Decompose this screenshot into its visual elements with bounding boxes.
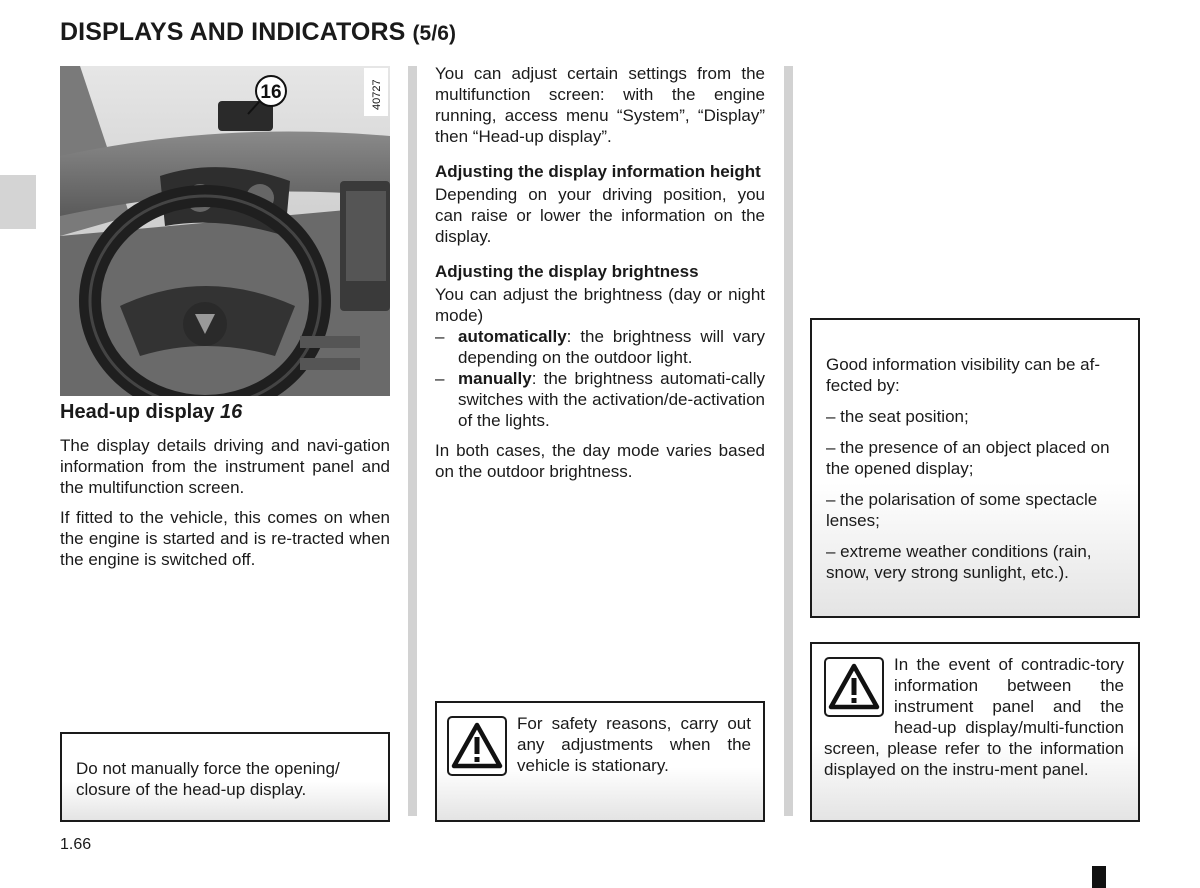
subheading-height: Adjusting the display information height bbox=[435, 162, 761, 181]
column-1-text bbox=[60, 435, 390, 579]
warning-text: For safety reasons, carry out any adjustments when the vehicle is stationary. bbox=[517, 714, 751, 775]
dashboard-illustration bbox=[60, 66, 390, 396]
section-heading bbox=[60, 401, 242, 424]
list-dash: – bbox=[435, 327, 445, 346]
info-item: – the presence of an object placed on the opened display; bbox=[826, 438, 1110, 478]
info-box bbox=[810, 318, 1140, 618]
outro-paragraph: In both cases, the day mode varies based on the outdoor brightness. bbox=[435, 441, 765, 481]
brightness-paragraph: You can adjust the brightness (day or night mode) bbox=[435, 285, 765, 325]
list-item bbox=[435, 326, 765, 368]
section-tab bbox=[0, 175, 36, 229]
paragraph: The display details driving and navi-gation information from the instrument panel and the multifunction screen. bbox=[60, 436, 390, 497]
page-part: (5/6) bbox=[412, 22, 457, 45]
info-item: – the seat position; bbox=[826, 407, 969, 426]
column-separator bbox=[784, 66, 793, 816]
column-separator bbox=[408, 66, 417, 816]
warning-triangle-icon bbox=[824, 657, 884, 717]
dashboard-photo bbox=[60, 66, 390, 396]
list-text: : the brightness automati-cally switches with the activation/de-activation of the lights. bbox=[458, 369, 765, 430]
height-paragraph: Depending on your driving position, you can raise or lower the information on the display. bbox=[435, 185, 765, 246]
list-text: : the brightness will vary depending on the outdoor light. bbox=[458, 327, 765, 367]
list-dash: – bbox=[435, 369, 445, 388]
info-item: – extreme weather conditions (rain, snow, very strong sunlight, etc.). bbox=[826, 542, 1092, 582]
figure-ref-code: 40727 bbox=[371, 79, 383, 110]
note-text: Do not manually force the opening/ closure of the head-up display. bbox=[76, 759, 340, 799]
note-box bbox=[60, 732, 390, 822]
page-title-text: DISPLAYS AND INDICATORS bbox=[60, 18, 406, 46]
warning-box bbox=[435, 701, 765, 822]
list-term: manually bbox=[458, 369, 532, 388]
warning-triangle-icon bbox=[447, 716, 507, 776]
corner-mark bbox=[1092, 866, 1106, 888]
warning-text: In the event of contradic-tory information between the instrument panel and the head-up display/multi-function screen, please refer to the information displayed on the instru-ment panel. bbox=[824, 655, 1124, 779]
column-2-text bbox=[435, 63, 765, 491]
heading-number: 16 bbox=[220, 401, 243, 423]
heading-text: Head-up display bbox=[60, 401, 221, 423]
list-term: automatically bbox=[458, 327, 567, 346]
subheading-brightness: Adjusting the display brightness bbox=[435, 262, 699, 281]
page-number: 1.66 bbox=[60, 836, 92, 853]
info-item: – the polarisation of some spectacle lenses; bbox=[826, 490, 1098, 530]
figure-callout: 16 bbox=[260, 82, 282, 103]
page-title bbox=[60, 18, 456, 47]
info-intro: Good information visibility can be af-fected by: bbox=[826, 355, 1101, 395]
paragraph: If fitted to the vehicle, this comes on when the engine is started and is re-tracted when the engine is switched off. bbox=[60, 508, 390, 569]
warning-box bbox=[810, 642, 1140, 822]
intro-paragraph: You can adjust certain settings from the multifunction screen: with the engine running, access menu “System”, “Display” then “Head-up display”. bbox=[435, 64, 765, 146]
list-item bbox=[435, 368, 765, 431]
